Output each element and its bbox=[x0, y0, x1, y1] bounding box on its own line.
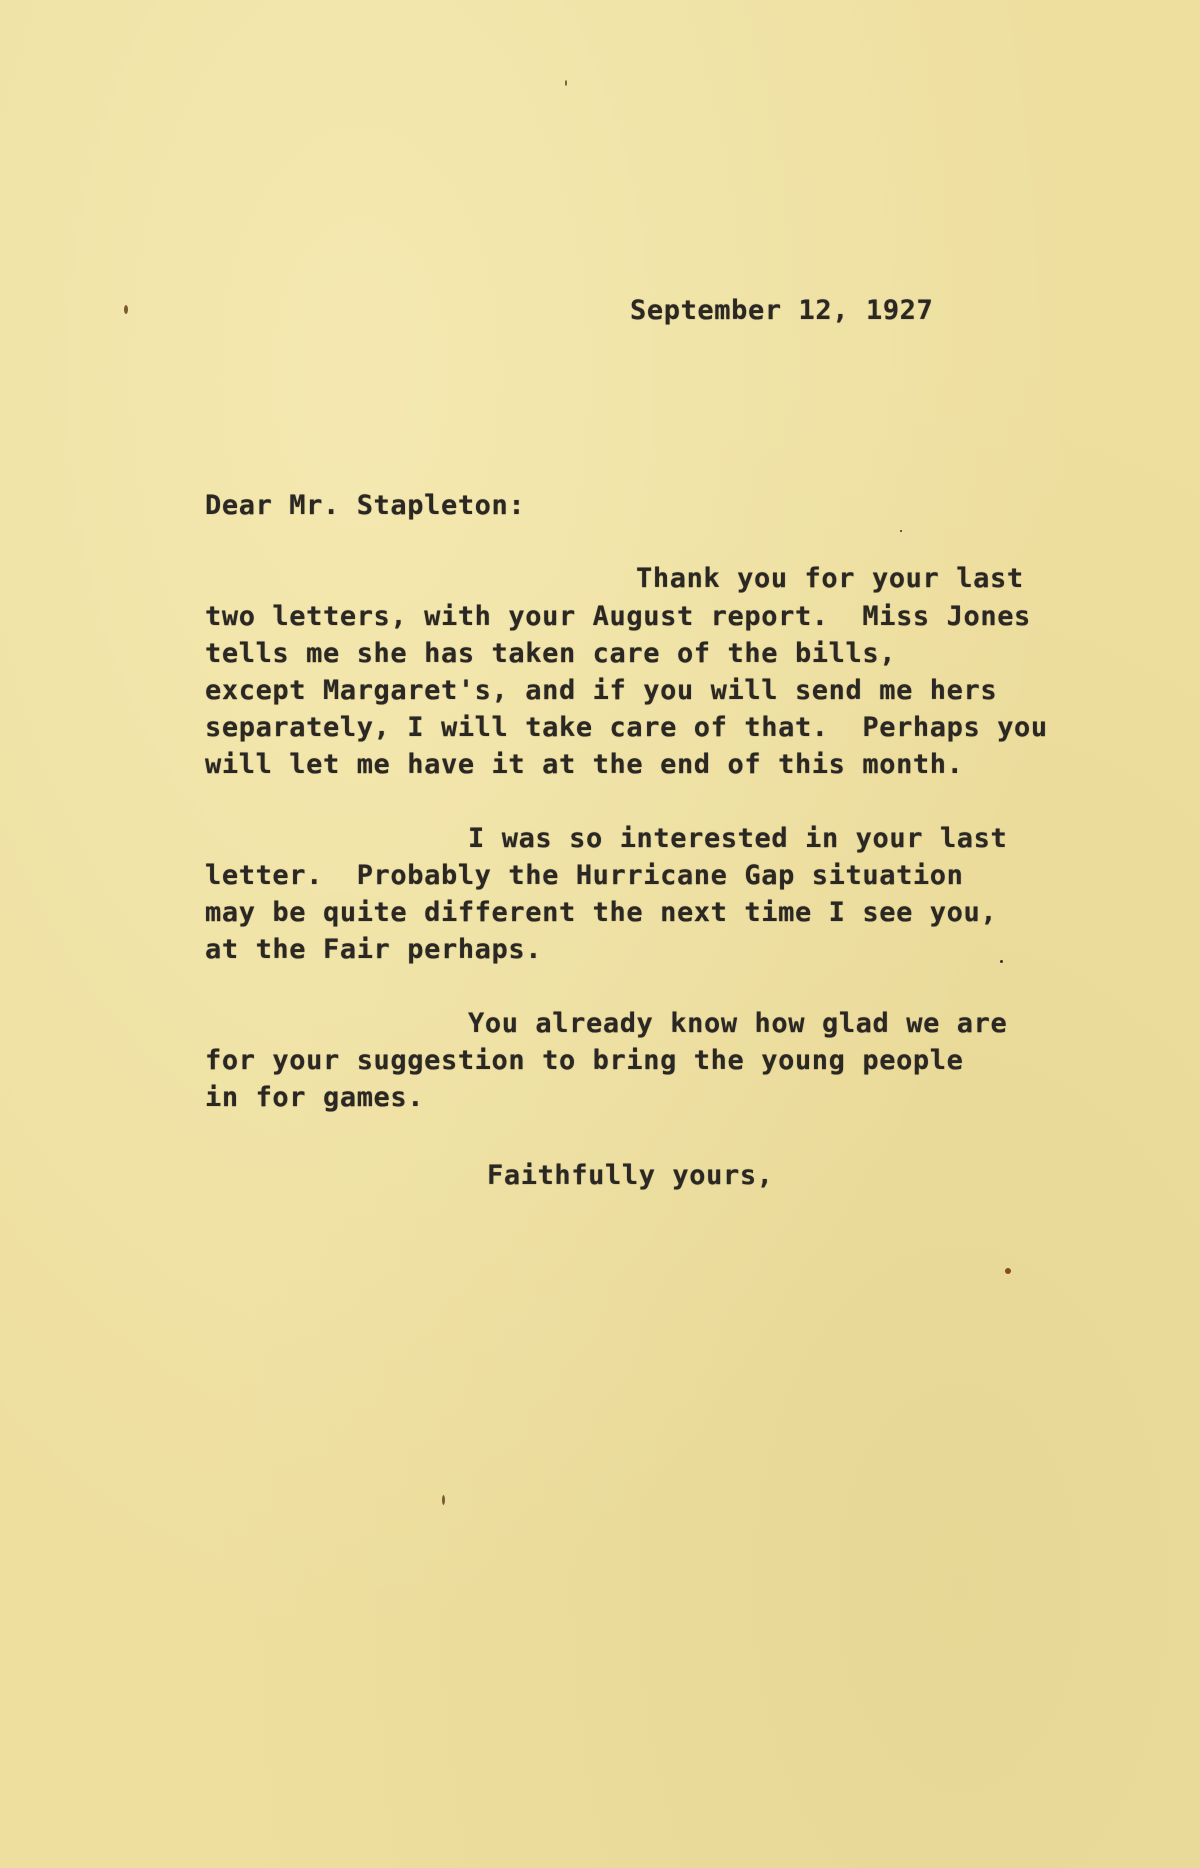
paper-speck bbox=[565, 80, 567, 86]
paragraph-1-line: tells me she has taken care of the bills, bbox=[205, 638, 897, 669]
letter-date: September 12, 1927 bbox=[630, 295, 934, 326]
paragraph-2-line: I was so interested in your last bbox=[468, 823, 1008, 854]
paper-speck bbox=[442, 1495, 445, 1505]
salutation: Dear Mr. Stapleton: bbox=[205, 490, 526, 521]
paper-speck bbox=[124, 305, 128, 314]
paragraph-3-line: You already know how glad we are bbox=[468, 1008, 1008, 1039]
paragraph-1-line: two letters, with your August report. Miss Jones bbox=[205, 601, 1031, 632]
closing: Faithfully yours, bbox=[487, 1160, 774, 1191]
paragraph-3-line: in for games. bbox=[205, 1082, 425, 1113]
paragraph-1-line: separately, I will take care of that. Perhaps you bbox=[205, 712, 1048, 743]
paper-speck bbox=[1000, 960, 1003, 963]
paragraph-1-line: except Margaret's, and if you will send me hers bbox=[205, 675, 998, 706]
paragraph-1-line: will let me have it at the end of this month. bbox=[205, 749, 964, 780]
paragraph-2-line: letter. Probably the Hurricane Gap situation bbox=[205, 860, 964, 891]
paragraph-2-line: at the Fair perhaps. bbox=[205, 934, 543, 965]
paragraph-1-line: Thank you for your last bbox=[636, 563, 1024, 594]
paper-speck bbox=[900, 530, 902, 532]
paragraph-2-line: may be quite different the next time I see you, bbox=[205, 897, 998, 928]
paper-speck bbox=[1005, 1268, 1011, 1274]
paragraph-3-line: for your suggestion to bring the young people bbox=[205, 1045, 964, 1076]
